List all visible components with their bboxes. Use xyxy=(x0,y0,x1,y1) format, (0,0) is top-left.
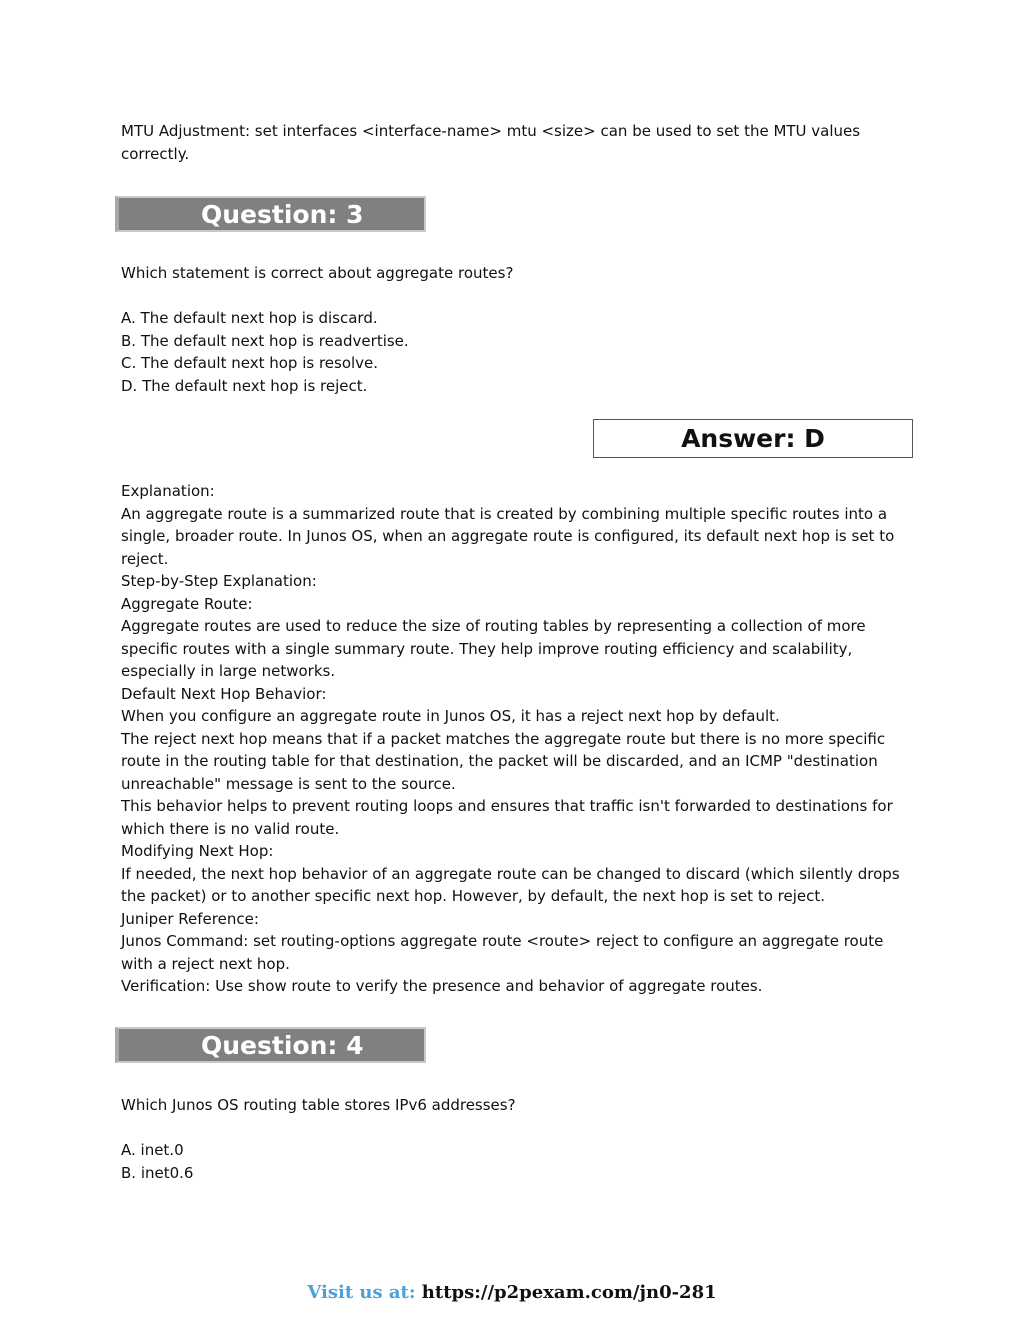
question-3-title: Question: 3 xyxy=(201,200,364,229)
mtu-adjustment-text: MTU Adjustment: set interfaces <interface-name> mtu <size> can be used to set the MTU values correctly. xyxy=(121,122,861,163)
question-4-option-b: B. inet0.6 xyxy=(121,1163,194,1182)
question-3-option-d: D. The default next hop is reject. xyxy=(121,376,368,395)
footer xyxy=(0,1282,1024,1303)
answer-box: Answer: D xyxy=(593,419,913,458)
question-3-prompt: Which statement is correct about aggregate routes? xyxy=(121,264,514,282)
question-3-option-b: B. The default next hop is readvertise. xyxy=(121,331,409,350)
question-4-prompt: Which Junos OS routing table stores IPv6 addresses? xyxy=(121,1096,516,1114)
question-4-title: Question: 4 xyxy=(201,1031,364,1060)
question-3-explanation: Explanation: An aggregate route is a summarized route that is created by combining multiple specific routes into a single, broader route. In Junos OS, when an aggregate route is configured, its default next hop is set to reject. Step-by-Step Explanation: Aggregate Route: Aggregate routes are used to reduce the size of routing tables by representing a collection of more specific routes with a single summary route. They help improve routing efficiency and scalability, especially in large networks. Default Next Hop Behavior: When you configure an aggregate route in Junos OS, it has a reject next hop by default. The reject next hop means that if a packet matches the aggregate route but there is no more specific route in the routing table for that destination, the packet will be discarded, and an ICMP "destination unreachable" message is sent to the source. This behavior helps to prevent routing loops and ensures that traffic isn't forwarded to destinations for which there is no valid route. Modifying Next Hop: If needed, the next hop behavior of an aggregate route can be changed to discard (which silently drops the packet) or to another specific next hop. However, by default, the next hop is set to reject. Juniper Reference: Junos Command: set routing-options aggregate route <route> reject to configure an aggregate route with a reject next hop. Verification: Use show route to verify the presence and behavior of aggregate routes. xyxy=(121,482,900,995)
question-4-option-a: A. inet.0 xyxy=(121,1141,184,1159)
question-3-header xyxy=(115,196,426,232)
question-3-option-a: A. The default next hop is discard. xyxy=(121,309,378,327)
footer-url-link[interactable]: https://p2pexam.com/jn0-281 xyxy=(421,1282,717,1303)
question-3-option-c: C. The default next hop is resolve. xyxy=(121,354,379,372)
question-4-header xyxy=(115,1027,426,1063)
footer-visit-label: Visit us at: xyxy=(307,1282,416,1303)
